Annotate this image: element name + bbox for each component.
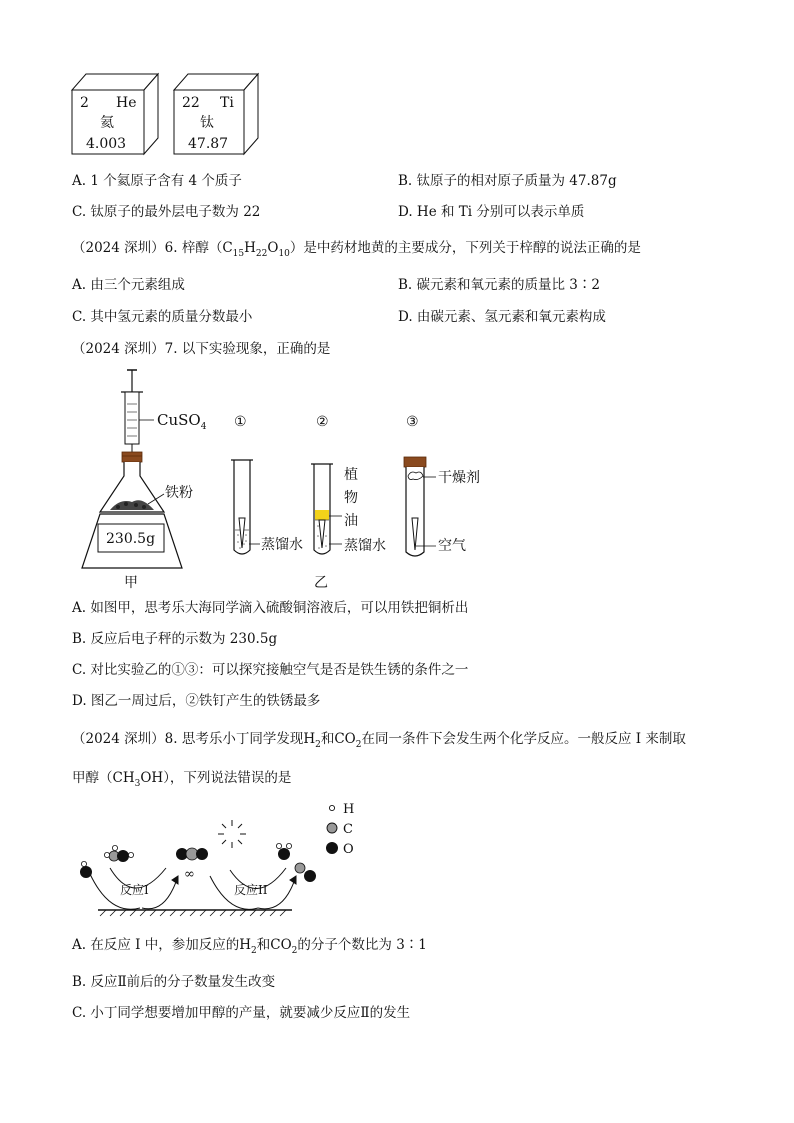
- tube1-label: ①: [234, 414, 247, 430]
- legend-c: C: [343, 822, 353, 837]
- co-molecule: [295, 863, 316, 882]
- q5-option-b[interactable]: B. 钛原子的相对原子质量为 47.87g: [398, 173, 617, 189]
- ti-mass: 47.87: [188, 136, 229, 152]
- test-tube-1: [231, 460, 260, 554]
- q6-stem: [72, 239, 641, 259]
- q8-option-a-part1: A. 在反应 I 中，参加反应的: [72, 937, 240, 953]
- he-name: 氦: [100, 115, 114, 131]
- q8-option-a[interactable]: [72, 936, 427, 956]
- legend-h: H: [343, 802, 355, 817]
- cuso4-label: CuSO$_4$: [157, 411, 207, 432]
- q6-option-c[interactable]: C. 其中氢元素的质量分数最小: [72, 309, 253, 325]
- oil-label-3: 油: [344, 513, 358, 529]
- element-card-ti: [174, 74, 258, 154]
- q7-stem: （2024 深圳）7. 以下实验现象，正确的是: [72, 341, 331, 357]
- methanol-molecule: [80, 845, 134, 878]
- sun-icon: [218, 820, 246, 848]
- balance-reading: 230.5g: [106, 531, 156, 547]
- q7-option-a[interactable]: A. 如图甲，思考乐大海同学滴入硫酸铜溶液后，可以用铁把铜析出: [72, 600, 469, 616]
- he-symbol: He: [116, 95, 137, 111]
- q8-option-b[interactable]: B. 反应Ⅱ前后的分子数量发生改变: [72, 974, 276, 990]
- formula-o: O: [267, 240, 279, 256]
- water-label-1: 蒸馏水: [261, 537, 303, 553]
- oil-label-1: 植: [344, 467, 358, 483]
- reaction2-label: 反应II: [234, 883, 268, 897]
- element-cards-figure: [60, 70, 270, 160]
- ti-name: 钛: [200, 115, 214, 131]
- formula-h: H: [244, 240, 256, 256]
- q5-option-a[interactable]: A. 1 个氦原子含有 4 个质子: [72, 173, 242, 189]
- q6-option-d[interactable]: D. 由碳元素、氢元素和氧元素构成: [398, 309, 606, 325]
- oil-label-2: 物: [344, 490, 358, 506]
- q8-stem-part4: ），下列说法错误的是: [163, 770, 292, 786]
- legend-o: O: [343, 842, 354, 857]
- q8a-co2-sub: 2: [291, 946, 298, 956]
- q6-option-b[interactable]: B. 碳元素和氧元素的质量比 3∶2: [398, 277, 600, 293]
- element-card-he: [72, 74, 158, 154]
- h2-sub: 2: [315, 740, 321, 750]
- q8a-h2-sub: 2: [251, 946, 257, 956]
- q8-stem-part2: 在同一条件下会发生两个化学反应。一般反应 I 来制取: [361, 731, 686, 747]
- ti-number: 22: [182, 95, 200, 111]
- formula-o-sub: 10: [278, 249, 290, 259]
- co2-formula: CO: [334, 731, 356, 747]
- iron-powder-label: 铁粉: [165, 485, 193, 501]
- formula-c: C: [222, 240, 233, 256]
- ch3oh-formula: CH: [112, 770, 135, 786]
- tube3-label: ③: [406, 414, 419, 430]
- co2-molecule: [176, 848, 208, 860]
- label-yi: 乙: [314, 575, 328, 591]
- desiccant-label: 干燥剂: [438, 470, 480, 486]
- water-label-2: 蒸馏水: [344, 538, 386, 554]
- q8-stem-part1: （2024 深圳）8. 思考乐小丁同学发现: [72, 731, 304, 747]
- q7-option-d[interactable]: D. 图乙一周过后，②铁钉产生的铁锈最多: [72, 693, 321, 709]
- q7-option-b[interactable]: B. 反应后电子秤的示数为 230.5g: [72, 631, 278, 647]
- q8a-h2: H: [239, 937, 252, 953]
- q8a-and: 和: [256, 937, 271, 953]
- water-molecule: [276, 843, 291, 860]
- q7-option-c[interactable]: C. 对比实验乙的①③：可以探究接触空气是否是铁生锈的条件之一: [72, 662, 469, 678]
- ti-symbol: Ti: [220, 95, 234, 111]
- q8-option-c[interactable]: C. 小丁同学想要增加甲醇的产量，就要减少反应Ⅱ的发生: [72, 1005, 411, 1021]
- label-jia: 甲: [124, 575, 138, 591]
- ch3oh-sub: 3: [134, 779, 141, 789]
- tube2-label: ②: [316, 414, 329, 430]
- q6-stem-suffix: ）是中药材地黄的主要成分，下列关于梓醇的说法正确的是: [289, 240, 641, 256]
- q8-stem-line1: [72, 730, 686, 750]
- q8-stem-line2: [72, 769, 291, 789]
- surface-hatch: [100, 910, 286, 916]
- q8a-co2: CO: [270, 937, 292, 953]
- h2-formula: H: [303, 731, 316, 747]
- conical-flask: [100, 452, 164, 512]
- q8-reaction-figure: [70, 798, 370, 923]
- test-tube-3: [404, 457, 436, 556]
- h2-symbol: ∞: [184, 867, 195, 882]
- q6-stem-prefix: （2024 深圳）6. 梓醇（: [72, 240, 223, 256]
- formula-c-sub: 15: [232, 249, 245, 259]
- q8-option-a-part2: 的分子个数比为 3∶1: [297, 937, 427, 953]
- legend: [326, 805, 338, 854]
- reaction1-label: 反应I: [120, 883, 149, 897]
- air-label: 空气: [438, 538, 466, 554]
- q7-experiment-figure: [80, 360, 520, 590]
- he-mass: 4.003: [86, 136, 127, 152]
- q5-option-d[interactable]: D. He 和 Ti 分别可以表示单质: [398, 204, 585, 220]
- q8-stem-part3: 甲醇（: [72, 770, 113, 786]
- test-tube-2: [311, 464, 342, 554]
- co2-sub: 2: [355, 740, 362, 750]
- q5-option-c[interactable]: C. 钛原子的最外层电子数为 22: [72, 204, 261, 220]
- q6-option-a[interactable]: A. 由三个元素组成: [72, 277, 185, 293]
- and-word: 和: [320, 731, 335, 747]
- he-number: 2: [80, 95, 89, 111]
- syringe: [121, 370, 154, 456]
- ch3oh-formula-end: OH: [140, 770, 164, 786]
- formula-h-sub: 22: [255, 249, 268, 259]
